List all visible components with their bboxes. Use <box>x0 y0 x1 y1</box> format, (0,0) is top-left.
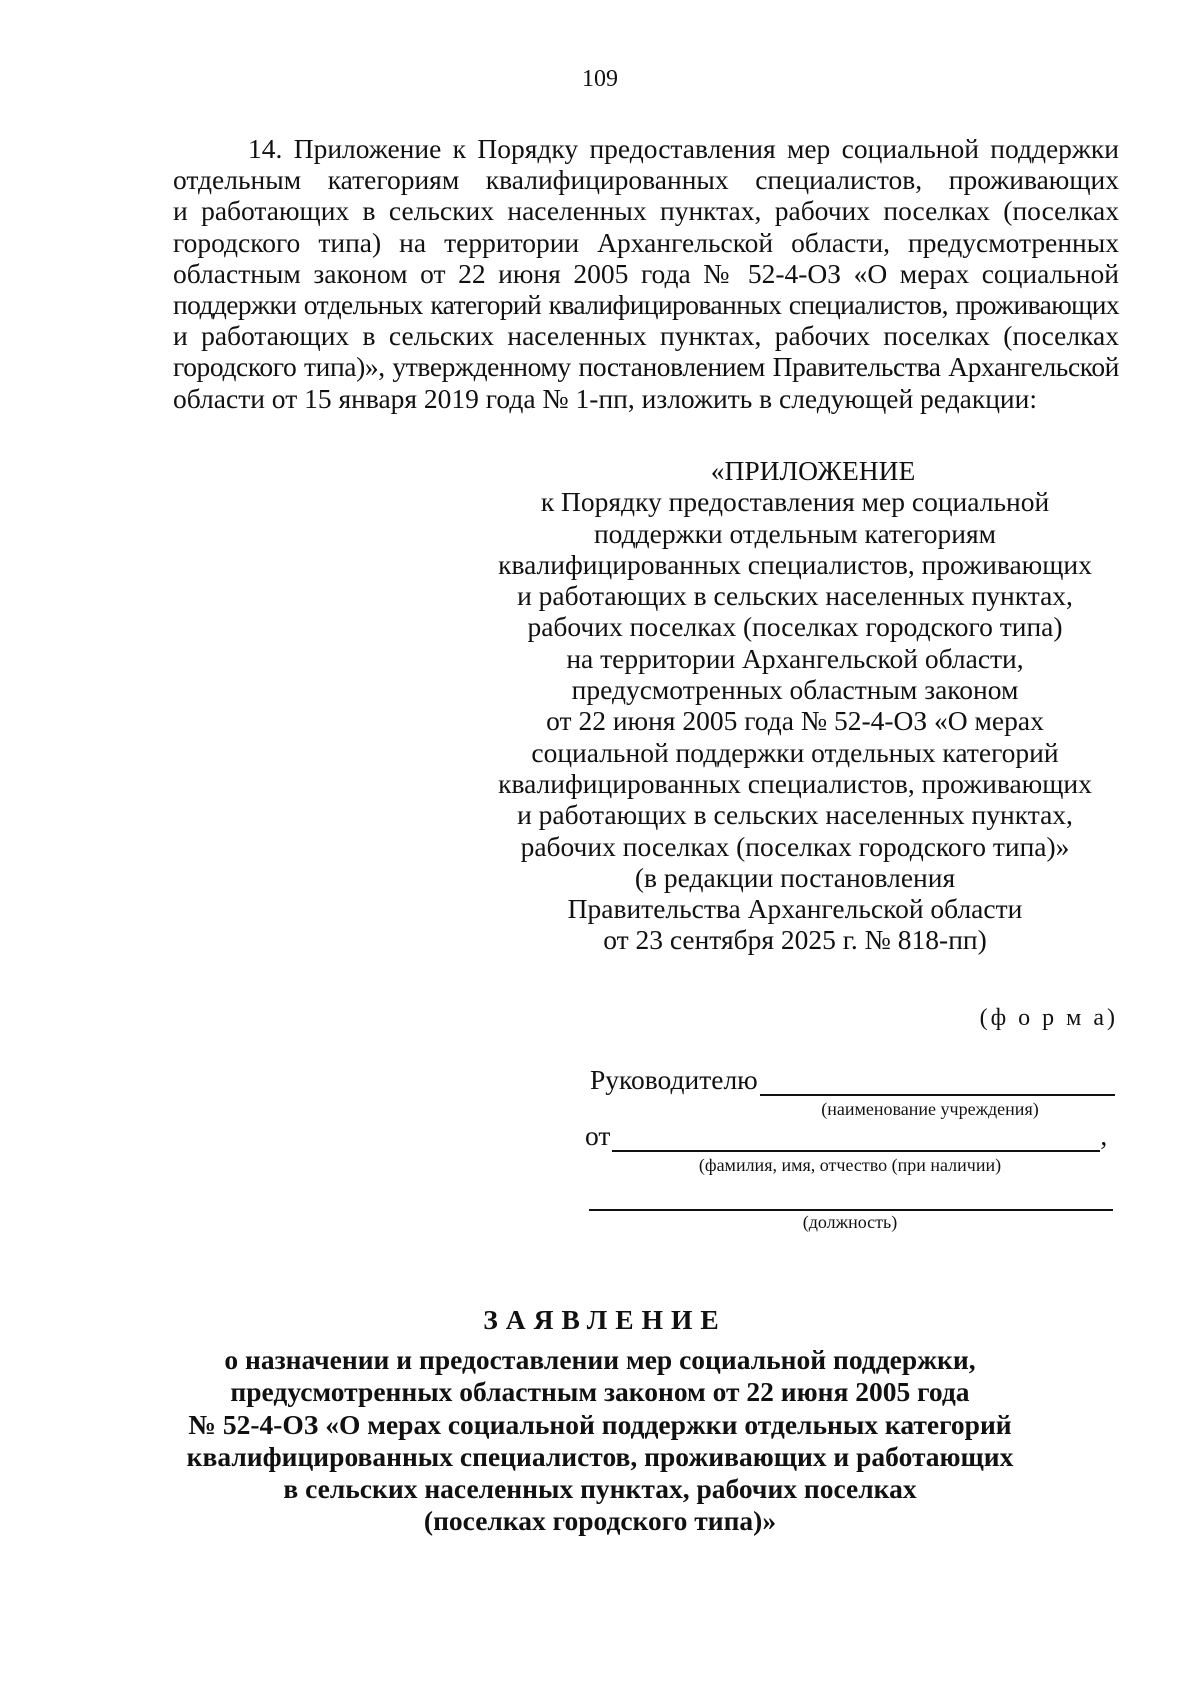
intro-paragraph <box>173 133 1119 414</box>
statement-line: в сельских населенных пунктах, рабочих поселках <box>283 1473 917 1505</box>
addressee-to-caption: (наименование учреждения) <box>821 1099 1039 1119</box>
addressee-to-field[interactable] <box>760 1068 1115 1096</box>
appendix-line: рабочих поселках (поселках городского типа) <box>527 611 1063 643</box>
statement-heading <box>0 1304 1200 1537</box>
intro-line: и работающих в сельских населенных пунктах, рабочих поселках (поселках <box>173 195 1119 227</box>
appendix-line: квалифицированных специалистов, проживающих <box>498 548 1092 580</box>
addressee-from-caption: (фамилия, имя, отчество (при наличии) <box>698 1155 1002 1175</box>
page-number: 109 <box>582 66 618 92</box>
intro-line: и работающих в сельских населенных пунктах, рабочих поселках (поселках <box>173 320 1119 352</box>
form-label: (ф о р м а) <box>979 1005 1118 1031</box>
appendix-line: и работающих в сельских населенных пунктах, <box>517 799 1073 831</box>
appendix-block <box>475 455 1115 956</box>
appendix-line: (в редакции постановления <box>634 861 956 893</box>
intro-line: поддержки отдельных категорий квалифицированных специалистов, проживающих <box>173 289 1119 321</box>
addressee-to-label: Руководителю <box>590 1064 758 1095</box>
appendix-line: поддержки отдельным категориям <box>593 517 997 549</box>
statement-line: № 52-4-ОЗ «О мерах социальной поддержки отдельных категорий <box>188 1408 1012 1440</box>
appendix-line: рабочих поселках (поселках городского типа)» <box>520 830 1070 862</box>
appendix-line: Правительства Архангельской области <box>567 893 1023 925</box>
appendix-line: к Порядку предоставления мер социальной <box>540 486 1050 518</box>
addressee-from-row <box>585 1120 1107 1152</box>
appendix-title: «ПРИЛОЖЕНИЕ <box>710 455 916 486</box>
intro-line: области от 15 января 2019 года № 1-пп, изложить в следующей редакции: <box>173 382 1037 414</box>
intro-line: городского типа)», утвержденному постановлением Правительства Архангельской <box>173 351 1119 383</box>
intro-line: отдельным категориям квалифицированных специалистов, проживающих <box>173 164 1119 196</box>
statement-title: ЗАЯВЛЕНИЕ <box>483 1304 727 1335</box>
addressee-to-row <box>590 1064 1115 1096</box>
appendix-line: от 23 сентября 2025 г. № 818-пп) <box>603 924 987 956</box>
appendix-line: предусмотренных областным законом <box>571 674 1019 706</box>
intro-line: 14. Приложение к Порядку предоставления мер социальной поддержки <box>248 133 1119 164</box>
appendix-line: квалифицированных специалистов, проживающих <box>498 767 1092 799</box>
appendix-line: и работающих в сельских населенных пунктах, <box>517 580 1073 612</box>
intro-line: областным законом от 22 июня 2005 года № 52-4-ОЗ «О мерах социальной <box>173 257 1119 289</box>
appendix-line: на территории Архангельской области, <box>566 642 1024 674</box>
addressee-from-label: от <box>585 1120 611 1151</box>
appendix-line: социальной поддержки отдельных категорий <box>531 736 1059 768</box>
statement-line: о назначении и предоставлении мер социальной поддержки, <box>224 1344 976 1376</box>
addressee-position-field[interactable] <box>589 1183 1113 1211</box>
appendix-line: от 22 июня 2005 года № 52-4-ОЗ «О мерах <box>546 705 1044 737</box>
addressee-from-comma: , <box>1100 1120 1108 1151</box>
addressee-position-caption: (должность) <box>802 1212 898 1232</box>
statement-line: (поселках городского типа)» <box>423 1505 777 1537</box>
statement-line: предусмотренных областным законом от 22 июня 2005 года <box>230 1376 970 1408</box>
addressee-from-field[interactable] <box>612 1124 1100 1152</box>
statement-line: квалифицированных специалистов, проживающих и работающих <box>186 1440 1014 1472</box>
intro-line: городского типа) на территории Архангельской области, предусмотренных <box>173 226 1119 258</box>
